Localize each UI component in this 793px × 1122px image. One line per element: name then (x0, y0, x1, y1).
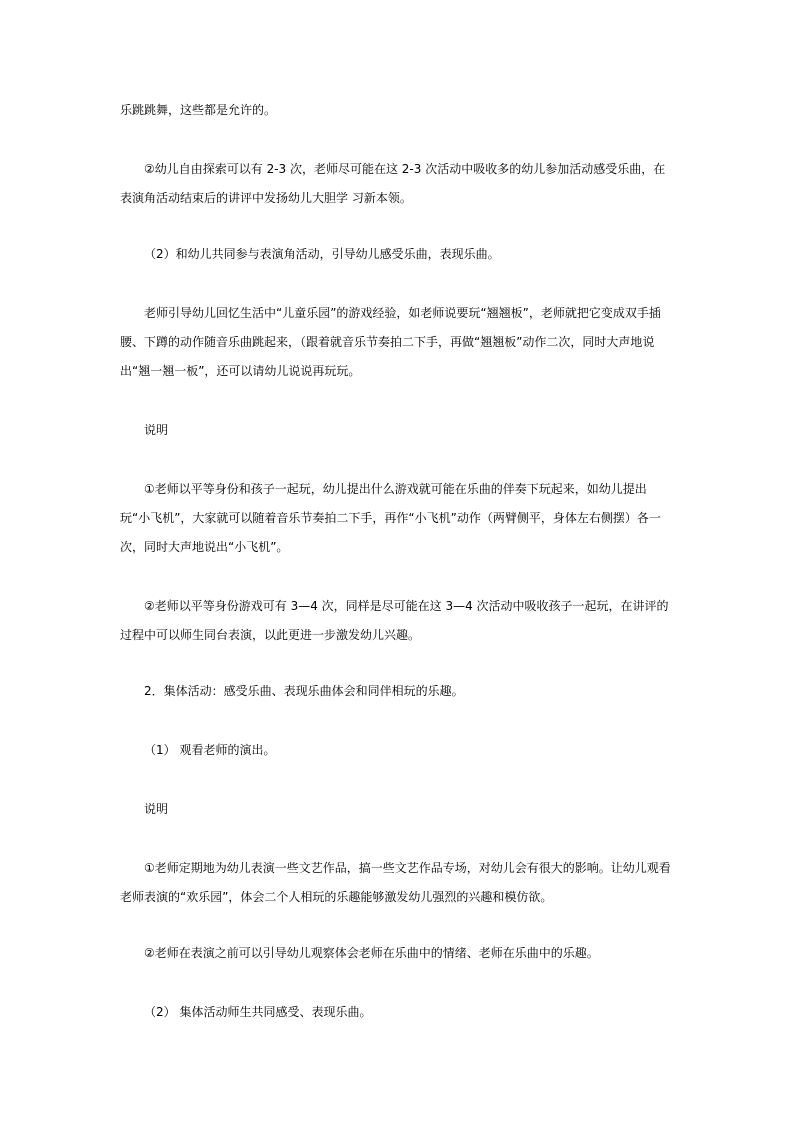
paragraph-explore-note: ②幼儿自由探索可以有 2-3 次，老师尽可能在这 2-3 次活动中吸收多的幼儿参加活动感受乐曲，在表演角活动结束后的讲评中发扬幼儿大胆学 习新本领。 (120, 162, 666, 205)
paragraph-note-2: ②老师以平等身份游戏可有 3—4 次，同样是尽可能在这 3—4 次活动中吸收孩子一起玩，在讲评的过程中可以师生同台表演，以此更进一步激发幼儿兴趣。 (120, 599, 669, 642)
paragraph-note-3: ①老师定期地为幼儿表演一些文艺作品，搞一些文艺作品专场，对幼儿会有很大的影响。让幼儿观看老师表演的“欢乐园”，体会二个人相玩的乐趣能够激发幼儿强烈的兴趣和模仿欲。 (120, 861, 671, 904)
paragraph-step-2-collective: （2） 集体活动师生共同感受、表现乐曲。 (144, 1005, 372, 1019)
paragraph-continuation: 乐跳跳舞，这些都是允许的。 (120, 103, 277, 117)
paragraph-step-1-watch: （1） 观看老师的演出。 (144, 743, 276, 757)
paragraph-note-heading: 说明 (144, 423, 169, 437)
paragraph-step-2: （2）和幼儿共同参与表演角活动，引导幼儿感受乐曲，表现乐曲。 (144, 247, 500, 261)
paragraph-teacher-guide: 老师引导幼儿回忆生活中“儿童乐园”的游戏经验，如老师说要玩“翘翘板”，老师就把它变成双手插腰、下蹲的动作随音乐曲跳起来，（跟着就音乐节奏拍二下手，再做“翘翘板”动作二次，同时大声地说出“翘一翘一板”，还可以请幼儿说说再玩玩。 (120, 306, 661, 378)
paragraph-note-4: ②老师在表演之前可以引导幼儿观察体会老师在乐曲中的情绪、老师在乐曲中的乐趣。 (144, 946, 599, 960)
paragraph-section-2: 2．集体活动：感受乐曲、表现乐曲体会和同伴相玩的乐趣。 (144, 684, 464, 698)
paragraph-note-1: ①老师以平等身份和孩子一起玩，幼儿提出什么游戏就可能在乐曲的伴奏下玩起来，如幼儿提出玩“小飞机”，大家就可以随着音乐节奏拍二下手，再作“小飞机”动作（两臂侧平，身体左右侧摆）各一次，同时大声地说出“小飞机”。 (120, 482, 661, 554)
paragraph-note-heading-2: 说明 (144, 802, 169, 816)
